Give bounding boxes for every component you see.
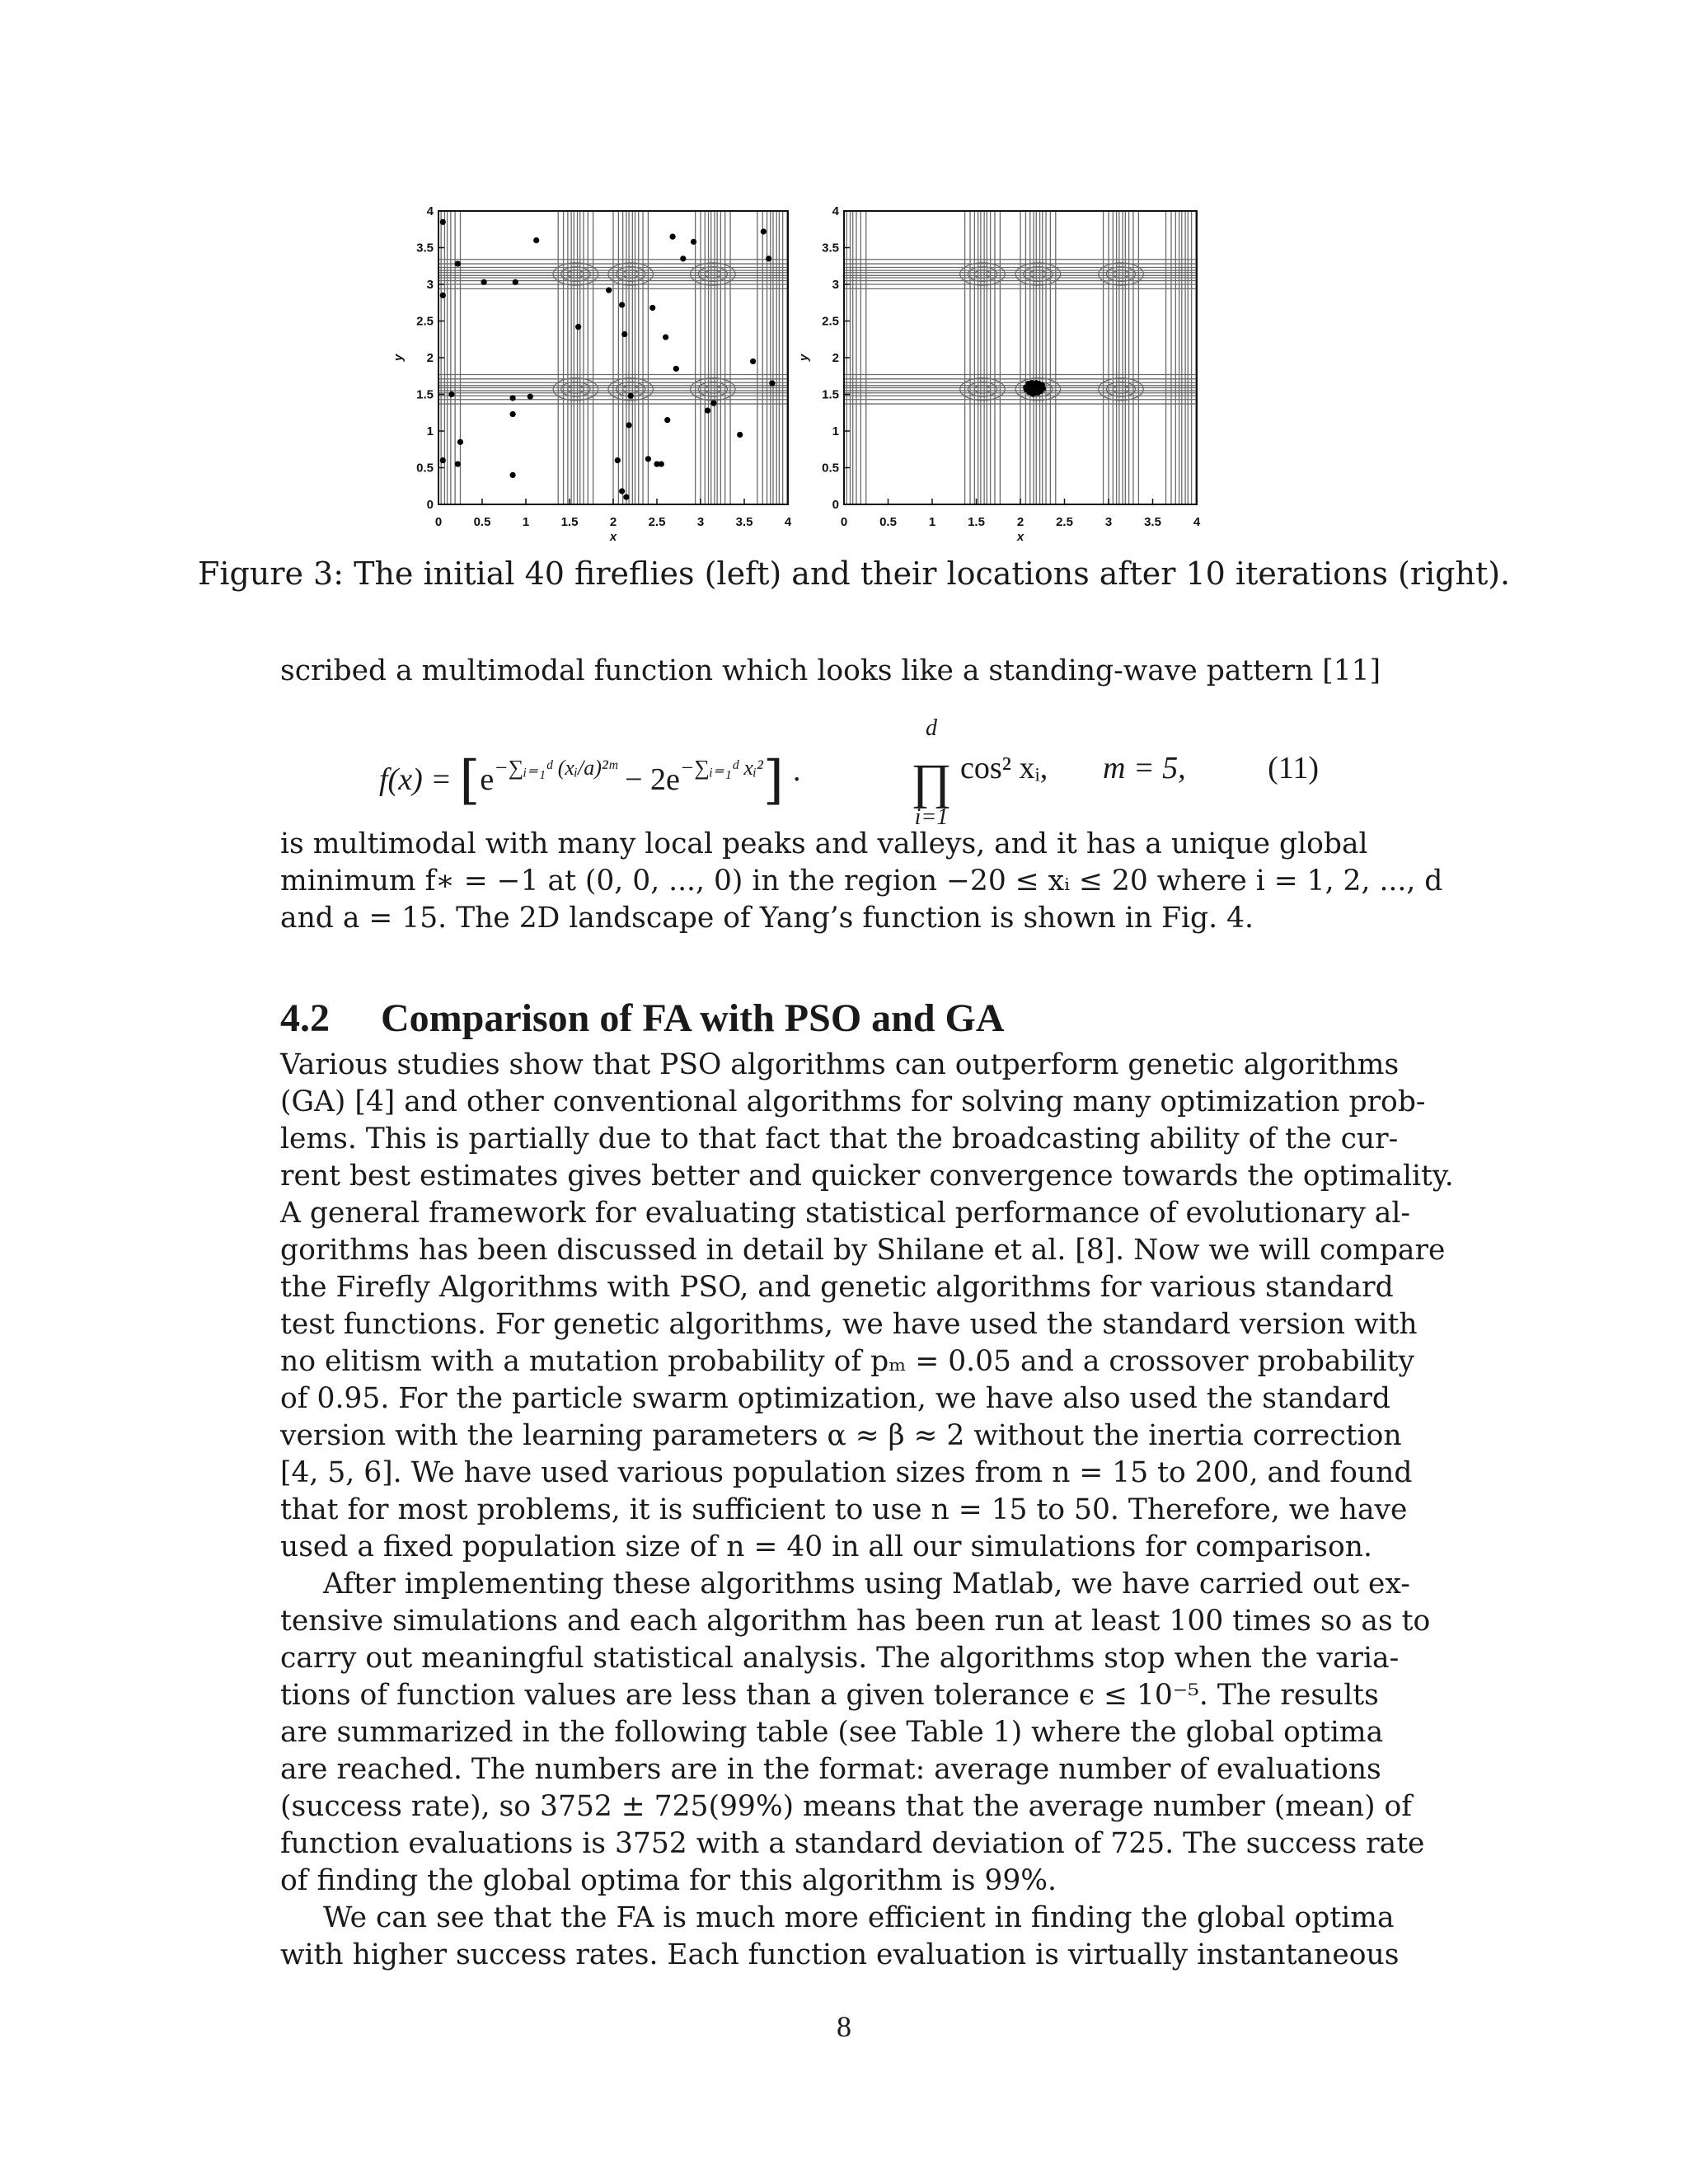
firefly-point — [510, 472, 516, 478]
firefly-point — [669, 234, 675, 240]
y-tick-label: 2.5 — [416, 314, 434, 329]
text-line: rent best estimates gives better and quicker convergence towards the optimality. — [280, 1160, 1454, 1193]
y-tick-label: 0 — [426, 498, 434, 512]
firefly-point — [528, 394, 533, 400]
product-symbol: ∏ — [911, 754, 952, 808]
firefly-point — [619, 488, 625, 494]
text-line: (success rate), so 3752 ± 725(99%) means that the average number (mean) of — [280, 1790, 1413, 1823]
firefly-point — [510, 411, 516, 417]
text-line: version with the learning parameters α ≈ β ≈ 2 without the inertia correction — [280, 1419, 1402, 1452]
x-tick-label: 3 — [696, 515, 705, 529]
y-tick-label: 1.5 — [416, 387, 434, 402]
x-tick-label: 1.5 — [968, 515, 985, 529]
text-line: that for most problems, it is sufficient to use n = 15 to 50. Therefore, we have — [280, 1493, 1408, 1526]
y-axis-label: y — [797, 354, 811, 362]
x-tick-label: 2 — [609, 515, 617, 529]
y-tick-label: 3.5 — [416, 241, 434, 255]
y-tick-label: 2 — [426, 351, 434, 365]
text-line: Various studies show that PSO algorithms can outperform genetic algorithms — [280, 1048, 1400, 1081]
text-line: minimum f∗ = −1 at (0, 0, ..., 0) in the region −20 ≤ xᵢ ≤ 20 where i = 1, 2, ..., d — [280, 865, 1443, 898]
section-title: Comparison of FA with PSO and GA — [381, 996, 1005, 1040]
x-tick-label: 3.5 — [1144, 515, 1161, 529]
firefly-point — [680, 255, 686, 261]
firefly-point — [691, 239, 696, 245]
text-line: lems. This is partially due to that fact that the broadcasting ability of the cur- — [280, 1122, 1399, 1155]
product-upper-limit: d — [926, 715, 937, 741]
text-line: of finding the global optima for this algorithm is 99%. — [280, 1864, 1057, 1897]
section-heading — [280, 994, 1005, 1043]
y-tick-label: 1 — [832, 424, 839, 438]
x-axis-label: x — [1016, 530, 1025, 544]
firefly-point — [615, 457, 621, 463]
firefly-point — [628, 393, 634, 399]
text-line: A general framework for evaluating statistical performance of evolutionary al- — [280, 1197, 1411, 1230]
x-axis-label: x — [609, 530, 617, 544]
firefly-point — [769, 381, 775, 387]
firefly-point — [673, 366, 679, 372]
equation-number: (11) — [1268, 751, 1319, 785]
product-lower-limit: i=1 — [914, 804, 949, 830]
x-tick-label: 3 — [1104, 515, 1113, 529]
text-line: We can see that the FA is much more efficient in finding the global optima — [323, 1901, 1395, 1934]
y-tick-label: 3 — [832, 278, 839, 292]
firefly-point — [606, 288, 612, 293]
firefly-point — [626, 422, 631, 428]
text-line: tions of function values are less than a given tolerance ϵ ≤ 10⁻⁵. The results — [280, 1679, 1379, 1712]
page-number: 8 — [837, 2010, 851, 2043]
firefly-point — [649, 305, 655, 311]
chart-panel-right — [797, 204, 1201, 544]
x-tick-label: 0.5 — [473, 515, 491, 529]
firefly-point — [440, 293, 446, 298]
text-line: are reached. The numbers are in the format: average number of evaluations — [280, 1753, 1381, 1786]
paragraph-2 — [280, 1047, 1454, 1566]
firefly-point — [621, 331, 627, 337]
equation-lhs: f(x) = — [379, 762, 460, 797]
figure-caption: Figure 3: The initial 40 fireflies (left) and their locations after 10 iterations (right). — [198, 555, 1511, 592]
firefly-point — [705, 407, 710, 413]
chart-panel-left — [392, 204, 792, 544]
text-line: are summarized in the following table (see Table 1) where the global optima — [280, 1716, 1384, 1749]
intro-paragraph — [280, 653, 1381, 690]
product-operator — [907, 717, 956, 829]
x-tick-label: 1.5 — [560, 515, 579, 529]
firefly-point — [750, 359, 756, 364]
y-tick-label: 3 — [426, 278, 434, 292]
x-tick-label: 4 — [784, 515, 792, 529]
y-tick-label: 2.5 — [822, 314, 839, 329]
text-line: with higher success rates. Each function evaluation is virtually instantaneous — [280, 1938, 1400, 1971]
firefly-point — [575, 324, 581, 330]
right-bracket: ] — [762, 750, 784, 811]
firefly-point — [619, 302, 625, 307]
x-tick-label: 2 — [1016, 515, 1025, 529]
y-tick-label: 0 — [832, 498, 839, 512]
firefly-point — [440, 219, 446, 225]
equation-exponent-2: −∑ᵢ₌₁ᵈ xᵢ² — [679, 756, 763, 780]
x-tick-label: 1 — [928, 515, 936, 529]
x-tick-label: 0 — [434, 515, 443, 529]
firefly-point — [710, 401, 716, 406]
text-line: the Firefly Algorithms with PSO, and genetic algorithms for various standard — [280, 1271, 1394, 1304]
y-tick-label: 0.5 — [416, 461, 434, 476]
text-line: After implementing these algorithms using Matlab, we have carried out ex- — [323, 1568, 1410, 1601]
x-tick-label: 1 — [522, 515, 530, 529]
figure-3 — [0, 0, 1688, 544]
text-line: scribed a multimodal function which looks like a standing-wave pattern [11] — [280, 654, 1381, 687]
text-line: and a = 15. The 2D landscape of Yang’s function is shown in Fig. 4. — [280, 902, 1254, 935]
y-tick-label: 0.5 — [822, 461, 839, 476]
firefly-point — [1034, 382, 1039, 387]
section-number: 4.2 — [280, 996, 330, 1040]
equation-cos-term: cos² xᵢ, — [960, 751, 1048, 785]
text-line: no elitism with a mutation probability of pₘ = 0.05 and a crossover probability — [280, 1345, 1415, 1378]
x-tick-label: 4 — [1193, 515, 1201, 529]
x-tick-label: 2.5 — [648, 515, 666, 529]
text-line: is multimodal with many local peaks and valleys, and it has a unique global — [280, 827, 1368, 860]
y-tick-label: 3.5 — [822, 241, 839, 255]
x-tick-label: 3.5 — [735, 515, 753, 529]
text-line: of 0.95. For the particle swarm optimization, we have also used the standard — [280, 1382, 1390, 1415]
firefly-point — [448, 391, 454, 397]
equation-mid: − 2e — [617, 762, 680, 797]
firefly-point — [664, 417, 670, 423]
x-tick-label: 0 — [840, 515, 848, 529]
firefly-point — [737, 432, 743, 438]
firefly-point — [440, 457, 446, 463]
firefly-point — [766, 255, 771, 261]
y-tick-label: 4 — [426, 204, 434, 218]
firefly-point — [1024, 387, 1029, 392]
y-tick-label: 2 — [832, 351, 839, 365]
firefly-point — [623, 494, 629, 500]
text-line: gorithms has been discussed in detail by Shilane et al. [8]. Now we will compare — [280, 1234, 1446, 1267]
firefly-point — [761, 228, 767, 234]
equation-parameter: m = 5, — [1103, 751, 1186, 785]
firefly-point — [663, 334, 668, 340]
text-line: [4, 5, 6]. We have used various population sizes from n = 15 to 200, and found — [280, 1456, 1413, 1489]
x-tick-label: 2.5 — [1056, 515, 1073, 529]
text-line: (GA) [4] and other conventional algorithms for solving many optimization prob- — [280, 1085, 1426, 1118]
paragraph-4 — [280, 1900, 1400, 1974]
firefly-point — [455, 260, 461, 266]
firefly-point — [457, 439, 463, 445]
equation-body: $f(x) = [e^{-\sum ᵢ_{=1}ᵈ (xᵢ/a)^2ᵐ} - 2e^{-\sum ᵢ_{=1}ᵈ xᵢ^2}]$ · — [379, 750, 802, 811]
paragraph-3 — [280, 1566, 1431, 1900]
y-tick-label: 1.5 — [822, 387, 839, 402]
y-axis-label: y — [392, 354, 406, 362]
equation-exponent-1: −∑ᵢ₌₁ᵈ (xᵢ/a)²ᵐ — [494, 756, 617, 780]
y-tick-label: 4 — [832, 204, 839, 218]
contour-lines — [438, 211, 788, 504]
firefly-point — [513, 279, 518, 285]
firefly-point — [455, 461, 461, 466]
paragraph-1 — [280, 826, 1443, 937]
y-tick-label: 1 — [426, 424, 434, 438]
firefly-point — [1029, 384, 1034, 389]
firefly-point — [654, 461, 659, 466]
firefly-point — [533, 237, 539, 243]
firefly-point — [481, 279, 487, 285]
left-bracket: [ — [459, 750, 481, 811]
text-line: function evaluations is 3752 with a standard deviation of 725. The success rate — [280, 1827, 1425, 1860]
x-tick-label: 0.5 — [879, 515, 897, 529]
firefly-point — [510, 395, 516, 401]
text-line: carry out meaningful statistical analysis. The algorithms stop when the varia- — [280, 1642, 1400, 1675]
text-line: used a fixed population size of n = 40 in all our simulations for comparison. — [280, 1530, 1372, 1563]
firefly-point — [645, 456, 651, 462]
text-line: test functions. For genetic algorithms, we have used the standard version with — [280, 1308, 1418, 1341]
contour-lines — [844, 211, 1197, 504]
text-line: tensive simulations and each algorithm has been run at least 100 times so as to — [280, 1605, 1431, 1638]
equation-11 — [379, 715, 1319, 830]
